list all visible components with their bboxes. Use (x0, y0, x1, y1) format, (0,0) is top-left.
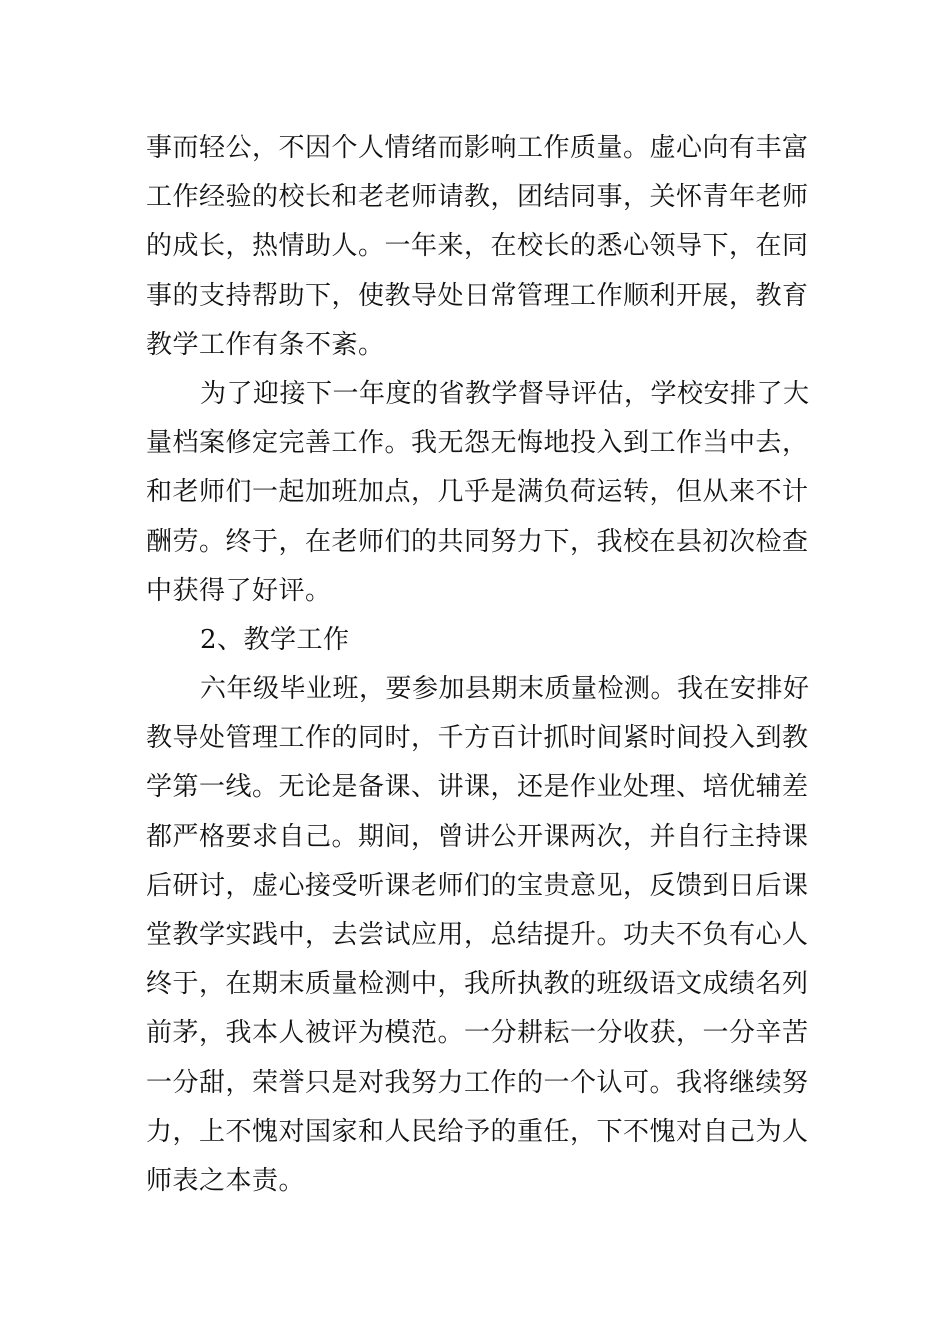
text-line: 堂教学实践中，去尝试应用，总结提升。功夫不负有心人 (146, 920, 809, 950)
text-line: 教学工作有条不紊。 (146, 329, 385, 360)
text-line: 量档案修定完善工作。我无怨无悔地投入到工作当中去， (146, 428, 809, 459)
text-line: 师表之本责。 (146, 1165, 306, 1196)
text-line: 一分甜，荣誉只是对我努力工作的一个认可。我将继续努 (146, 1067, 809, 1098)
text-line: 事的支持帮助下，使教导处日常管理工作顺利开展，教育 (146, 280, 809, 311)
text-line: 力，上不愧对国家和人民给予的重任，下不愧对自己为人 (146, 1116, 809, 1147)
text-line: 事而轻公，不因个人情绪而影响工作质量。虚心向有丰富 (146, 133, 809, 163)
body-text (146, 124, 826, 1206)
text-line: 终于，在期末质量检测中，我所执教的班级语文成绩名列 (146, 969, 809, 1000)
text-line: 都严格要求自己。期间，曾讲公开课两次，并自行主持课 (146, 821, 809, 852)
text-line: 前茅，我本人被评为模范。一分耕耘一分收获，一分辛苦 (146, 1018, 809, 1049)
text-line: 六年级毕业班，要参加县期末质量检测。我在安排好 (200, 674, 810, 705)
text-line: 为了迎接下一年度的省教学督导评估，学校安排了大 (200, 378, 810, 409)
section-heading: 2、教学工作 (200, 624, 350, 655)
text-line: 工作经验的校长和老老师请教，团结同事，关怀青年老师 (146, 182, 809, 213)
text-line: 教导处管理工作的同时，千方百计抓时间紧时间投入到教 (146, 723, 809, 754)
text-line: 酬劳。终于，在老师们的共同努力下，我校在县初次检查 (146, 526, 809, 557)
text-line: 学第一线。无论是备课、讲课，还是作业处理、培优辅差 (146, 772, 809, 803)
text-line: 中获得了好评。 (146, 575, 332, 606)
text-line: 后研讨，虚心接受听课老师们的宝贵意见，反馈到日后课 (146, 870, 809, 901)
text-line: 的成长，热情助人。一年来，在校长的悉心领导下，在同 (146, 231, 809, 262)
text-line: 和老师们一起加班加点，几乎是满负荷运转，但从来不计 (146, 477, 809, 508)
